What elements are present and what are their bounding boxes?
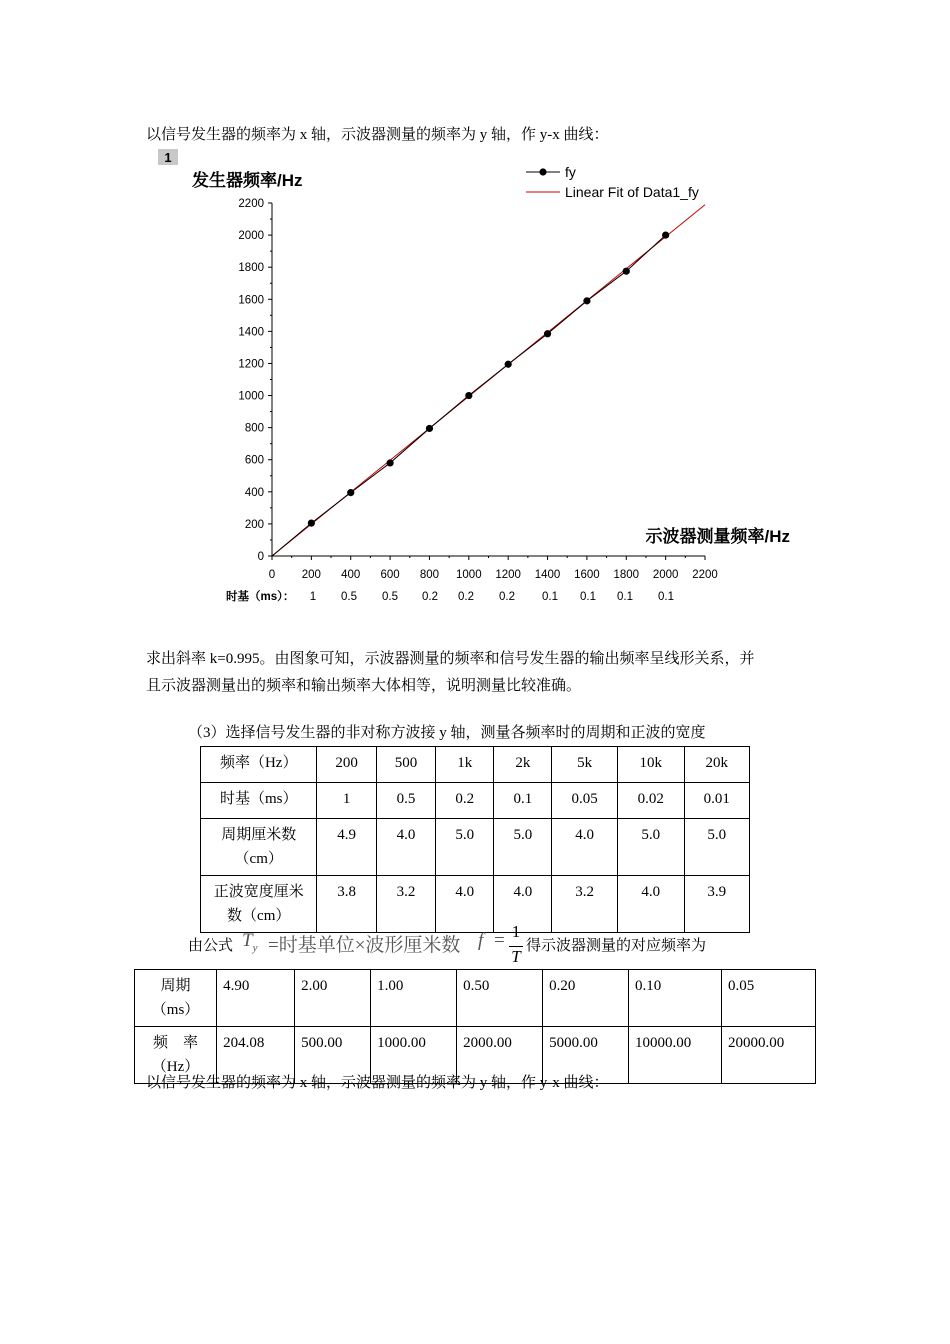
y-tick-label: 1400 [238,326,264,339]
intro-text: 以信号发生器的频率为 x 轴，示波器测量的频率为 y 轴，作 y-x 曲线： [146,127,609,143]
data-point [583,297,590,304]
table-cell: 500 [376,747,435,783]
data-point [465,392,472,399]
table-row [201,783,750,819]
table-cell: 2k [494,747,552,783]
y-tick-label: 0 [257,551,264,563]
table-cell: 5.0 [494,819,552,876]
row-label: 频率（Hz） [201,747,317,783]
table-cell: 1000.00 [371,1027,457,1084]
data-point [544,330,551,337]
conclusion-line-2: 且示波器测量出的频率和输出频率大体相等，说明测量比较准确。 [146,678,582,694]
table-cell: 0.5 [376,783,435,819]
x-tick-label: 1600 [574,569,600,581]
table-cell: 5k [552,747,617,783]
table-cell: 4.0 [552,819,617,876]
table-row [201,876,750,933]
y-tick-label: 200 [244,518,264,531]
formula-T: T [242,930,253,951]
row-label: 时基（ms） [201,783,317,819]
chart-legend [526,164,699,200]
data-point [426,425,433,432]
formula-t-symbol [242,930,257,954]
table-cell: 0.50 [457,970,543,1027]
formula-f-symbol [478,930,483,952]
x-tick-label: 1800 [613,569,640,581]
timebase-value: 0.5 [382,591,398,603]
timebase-value: 1 [309,591,317,603]
table-cell: 0.1 [494,783,552,819]
x-tick-label: 1400 [534,569,561,581]
legend-label-fit: Linear Fit of Data1_fy [565,184,699,200]
x-tick-label: 600 [380,569,400,581]
table-row [135,970,816,1027]
data-point [347,489,354,496]
table-cell: 0.20 [543,970,629,1027]
table-cell: 10000.00 [629,1027,722,1084]
table-cell: 0.01 [684,783,749,819]
outro-text: 以信号发生器的频率为 x 轴，示波器测量的频率为 y 轴，作 y-x 曲线： [146,1075,609,1091]
row-label: 正波宽度厘米数（cm） [201,876,317,933]
formula-f: f [478,930,484,951]
x-tick-label: 200 [301,569,321,581]
data-point [308,520,315,527]
timebase-value: 0.1 [658,591,674,603]
formula-suffix: 得示波器测量的对应频率为 [526,938,707,954]
table-cell: 5.0 [436,819,494,876]
table-cell: 3.8 [317,876,376,933]
row-label: 频 率（Hz） [135,1027,217,1084]
timebase-value: 0.1 [542,591,558,603]
timebase-label: 时基（ms）： [226,591,295,603]
y-tick-label: 1200 [238,358,264,371]
chart-badge: 1 [164,150,172,165]
table-cell: 4.9 [317,819,376,876]
y-tick-label: 1600 [238,294,264,307]
x-tick-label: 1200 [495,569,521,581]
y-tick-label: 2200 [238,198,264,210]
timebase-value: 0.1 [617,591,633,603]
data-point [662,231,669,238]
x-tick-label: 2000 [652,569,679,581]
timebase-value: 0.2 [499,591,515,603]
conclusion-line-1: 求出斜率 k=0.995。由图象可知，示波器测量的频率和信号发生器的输出频率呈线形关系，并 [146,651,755,667]
x-tick-label: 1000 [456,569,482,581]
table-cell: 5000.00 [543,1027,629,1084]
frequency-chart [150,145,790,615]
timebase-row [226,589,674,603]
table-cell: 200 [317,747,376,783]
table-cell: 4.0 [494,876,552,933]
y-tick-label: 2000 [238,230,264,243]
legend-marker-fy [539,168,546,175]
data-series-fy [272,231,669,556]
table-cell: 0.10 [629,970,722,1027]
table-cell: 1k [436,747,494,783]
table-cell: 20k [684,747,749,783]
table-cell: 0.02 [617,783,684,819]
table-cell: 4.0 [436,876,494,933]
formula-prefix: 由公式 [188,938,234,954]
table-cell: 3.2 [552,876,617,933]
section3-title: （3）选择信号发生器的非对称方波接 y 轴，测量各频率时的周期和正波的宽度 [188,725,706,741]
x-axis-label: 示波器测量频率/Hz [645,527,790,546]
y-tick-label: 1000 [238,390,264,403]
table-cell: 10k [617,747,684,783]
table-cell: 500.00 [295,1027,371,1084]
x-tick-label: 0 [268,569,276,581]
x-tick-label: 400 [341,569,361,581]
row-label: 周期厘米数（cm） [201,819,317,876]
timebase-value: 0.2 [458,591,474,603]
table-cell: 20000.00 [722,1027,816,1084]
legend-label-fy: fy [565,164,576,180]
formula-equation: =时基单位×波形厘米数 [268,935,461,956]
table-cell: 2.00 [295,970,371,1027]
timebase-value: 0.5 [341,591,357,603]
table-cell: 5.0 [617,819,684,876]
table-cell: 0.05 [552,783,617,819]
table-cell: 2000.00 [457,1027,543,1084]
y-tick-label: 600 [244,454,264,467]
table-cell: 0.05 [722,970,816,1027]
timebase-value: 0.1 [580,591,596,603]
formula-denominator: T [511,947,521,966]
table-row [201,747,750,783]
table-cell: 3.2 [376,876,435,933]
formula-eq2: = [494,930,505,951]
data-point [386,459,393,466]
y-tick-label: 1800 [238,262,264,275]
table-cell: 0.2 [436,783,494,819]
period-frequency-table [134,969,816,1084]
row-label: 周期（ms） [135,970,217,1027]
measurement-table [200,746,750,933]
table-cell: 3.9 [684,876,749,933]
formula-numerator: 1 [511,922,521,941]
timebase-value: 0.2 [422,591,438,603]
data-point [623,268,630,275]
table-row [201,819,750,876]
formula-sub: y [252,941,258,954]
table-cell: 204.08 [217,1027,295,1084]
data-point [505,361,512,368]
table-cell: 4.0 [376,819,435,876]
y-tick-label: 400 [244,486,264,499]
table-cell: 1 [317,783,376,819]
y-axis-label: 发生器频率/Hz [192,171,303,190]
table-cell: 5.0 [684,819,749,876]
table-cell: 1.00 [371,970,457,1027]
y-tick-label: 800 [244,422,264,435]
table-cell: 4.90 [217,970,295,1027]
x-tick-label: 800 [419,569,440,581]
x-tick-label: 2200 [692,569,718,581]
table-cell: 4.0 [617,876,684,933]
